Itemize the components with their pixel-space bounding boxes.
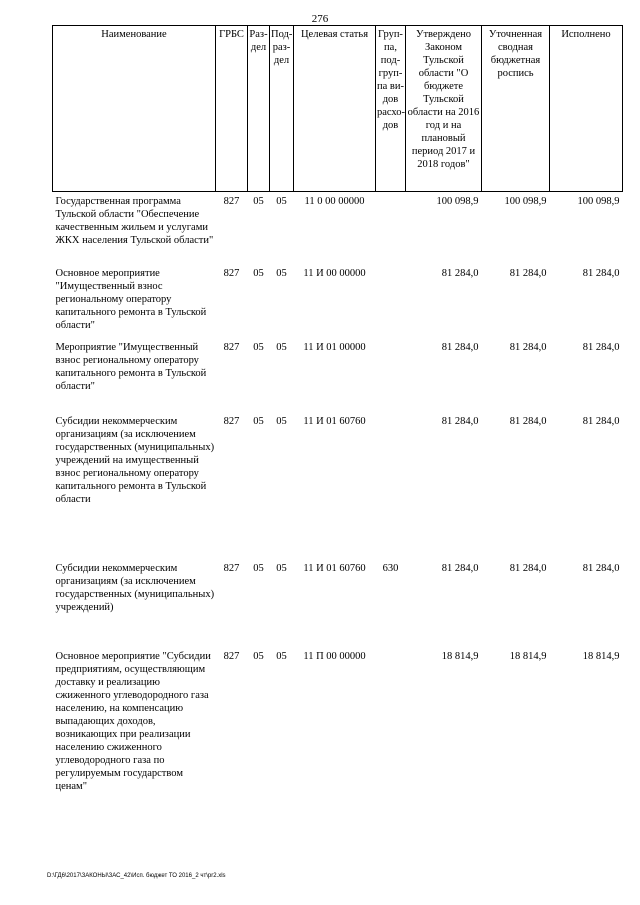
row-podrazdel: 05 bbox=[276, 650, 287, 662]
row-podrazdel: 05 bbox=[276, 562, 287, 574]
row-refined: 81 284,0 bbox=[509, 562, 547, 574]
row-refined: 100 098,9 bbox=[504, 196, 547, 207]
row-target: 11 И 00 00000 bbox=[303, 267, 366, 279]
row-podrazdel: 05 bbox=[276, 415, 287, 427]
row-razdel: 05 bbox=[253, 562, 264, 574]
header-podrazdel: Под-раз-дел bbox=[270, 26, 294, 192]
row-approved: 18 814,9 bbox=[441, 650, 479, 662]
row-executed: 81 284,0 bbox=[582, 562, 620, 574]
header-target: Целевая статья bbox=[294, 26, 376, 192]
row-grbs: 827 bbox=[223, 562, 240, 574]
row-vr bbox=[376, 267, 406, 341]
row-razdel: 05 bbox=[253, 267, 264, 279]
row-vr: 630 bbox=[382, 562, 399, 574]
header-razdel: Раз-дел bbox=[248, 26, 270, 192]
row-executed: 81 284,0 bbox=[582, 341, 620, 353]
row-target: 11 П 00 00000 bbox=[303, 650, 366, 662]
header-vr: Груп-па, под-груп-па ви-дов расхо-дов bbox=[376, 26, 406, 192]
row-name: Субсидии некоммерческим организациям (за исключением государственных (муниципальных) учреждений) bbox=[55, 562, 215, 613]
row-vr bbox=[376, 192, 406, 267]
row-executed: 81 284,0 bbox=[582, 267, 620, 279]
header-name: Наименование bbox=[53, 26, 216, 192]
row-grbs: 827 bbox=[223, 341, 240, 353]
row-target: 11 И 01 60760 bbox=[303, 562, 366, 574]
row-approved: 81 284,0 bbox=[441, 562, 479, 574]
row-razdel: 05 bbox=[253, 650, 264, 662]
row-target: 11 И 01 00000 bbox=[303, 341, 366, 353]
row-executed: 100 098,9 bbox=[577, 196, 620, 207]
table-row bbox=[53, 267, 623, 341]
budget-table bbox=[52, 25, 623, 830]
table-row bbox=[53, 562, 623, 650]
row-grbs: 827 bbox=[223, 415, 240, 427]
row-target: 11 0 00 00000 bbox=[304, 196, 365, 207]
row-refined: 81 284,0 bbox=[509, 415, 547, 427]
row-grbs: 827 bbox=[223, 267, 240, 279]
table-row bbox=[53, 341, 623, 415]
table-row bbox=[53, 192, 623, 267]
table-header-row bbox=[53, 26, 623, 192]
row-podrazdel: 05 bbox=[276, 341, 287, 353]
table-row bbox=[53, 650, 623, 830]
row-vr bbox=[376, 341, 406, 415]
row-grbs: 827 bbox=[223, 650, 240, 662]
row-target: 11 И 01 60760 bbox=[303, 415, 366, 427]
row-executed: 81 284,0 bbox=[582, 415, 620, 427]
page-number: 276 bbox=[311, 13, 329, 25]
row-name: Государственная программа Тульской области "Обеспечение качественным жильем и услугами ЖКХ населения Тульской области" bbox=[55, 196, 214, 246]
row-razdel: 05 bbox=[253, 341, 264, 353]
header-refined: Уточненная сводная бюджетная роспись bbox=[482, 26, 550, 192]
row-approved: 81 284,0 bbox=[441, 415, 479, 427]
file-path-footer: D:\ГД6\2017\ЗАКОНЫ\ЗАС_42\Исп. бюджет ТО 2016_2 чт\pr2.xls bbox=[47, 873, 226, 879]
row-executed: 18 814,9 bbox=[582, 650, 620, 662]
row-name: Мероприятие "Имущественный взнос региональному оператору капитального ремонта в Тульской области" bbox=[55, 341, 207, 392]
row-podrazdel: 05 bbox=[276, 196, 287, 207]
header-approved: Утверждено Законом Тульской области "О бюджете Тульской области на 2016 год и на плановый период 2017 и 2018 годов" bbox=[406, 26, 482, 192]
row-vr bbox=[376, 415, 406, 562]
row-approved: 81 284,0 bbox=[441, 267, 479, 279]
row-name: Субсидии некоммерческим организациям (за исключением государственных (муниципальных) учреждений на имущественный взнос региональному оператору капитального ремонта в Тульской области bbox=[55, 415, 215, 505]
row-podrazdel: 05 bbox=[276, 267, 287, 279]
table-row bbox=[53, 415, 623, 562]
row-approved: 81 284,0 bbox=[441, 341, 479, 353]
row-approved: 100 098,9 bbox=[436, 196, 479, 207]
row-name: Основное мероприятие "Субсидии предприятиям, осуществляющим доставку и реализацию сжиженного углеводородного газа населению, на компенсацию выпадающих доходов, возникающих при реализации населению сжиженного углеводородного газа по регулируемым государством ценам" bbox=[55, 650, 211, 792]
row-razdel: 05 bbox=[253, 415, 264, 427]
row-vr bbox=[376, 650, 406, 830]
row-razdel: 05 bbox=[253, 196, 264, 207]
row-grbs: 827 bbox=[223, 196, 240, 207]
row-refined: 18 814,9 bbox=[509, 650, 547, 662]
header-grbs: ГРБС bbox=[216, 26, 248, 192]
header-executed: Исполнено bbox=[550, 26, 623, 192]
row-name: Основное мероприятие "Имущественный взнос региональному оператору капитального ремонта в Тульской области" bbox=[55, 267, 207, 331]
row-refined: 81 284,0 bbox=[509, 267, 547, 279]
row-refined: 81 284,0 bbox=[509, 341, 547, 353]
